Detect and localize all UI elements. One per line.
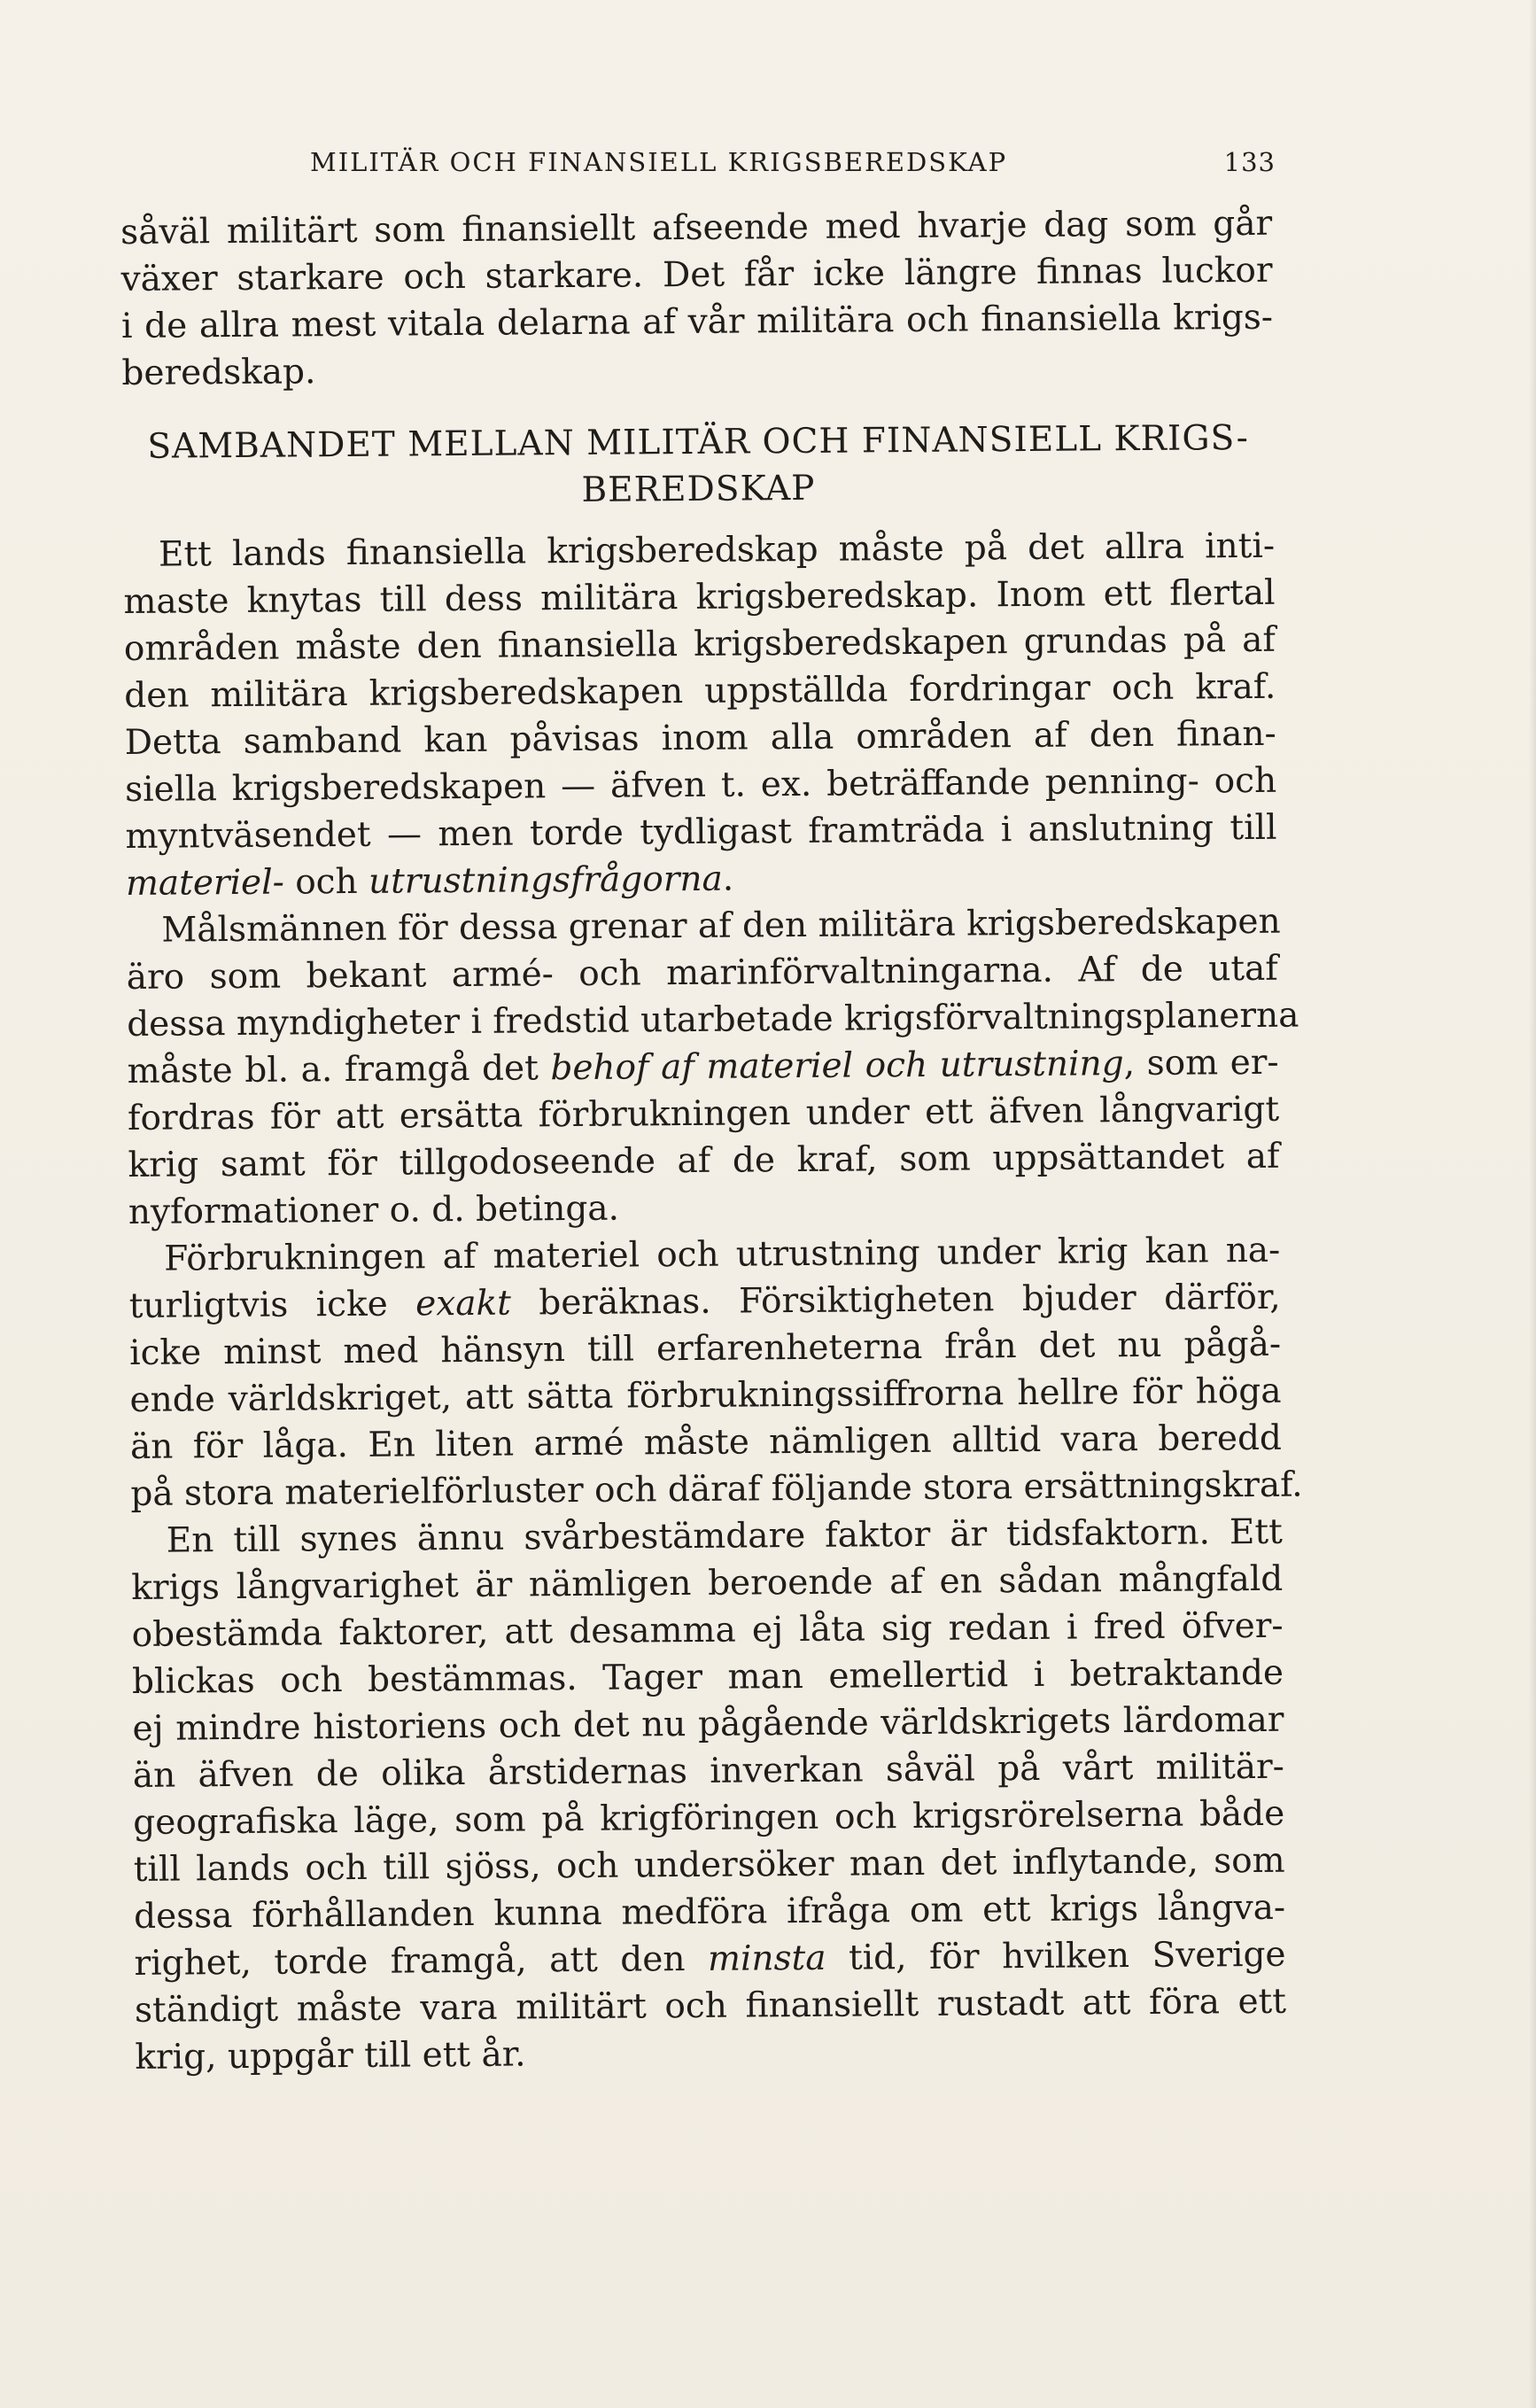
text-line: områden måste den finansiella krigsberedskapen grundas på af: [123, 619, 1276, 669]
page-edge-shadow: [1529, 0, 1536, 2408]
text-line: på stora materielförluster och däraf följande stora ersättningskraf.: [130, 1464, 1303, 1514]
text-line: ende världskriget, att sätta förbrukningssiffrorna hellre för höga: [129, 1371, 1282, 1420]
heading-line: SAMBANDET MELLAN MILITÄR OCH FINANSIELL KRIGS-: [147, 418, 1250, 467]
text-line: ej mindre historiens och det nu pågående världskrigets lärdomar: [132, 1699, 1284, 1749]
page-header: [310, 147, 1276, 188]
text-fragment: tid, för hvilken Sverige: [826, 1934, 1286, 1978]
paragraph-4: [131, 1509, 1287, 2081]
text-line: krig, uppgår till ett år.: [135, 2034, 526, 2078]
italic-term: minsta: [707, 1938, 826, 1979]
text-fragment: turligtvis icke: [128, 1284, 416, 1326]
heading-line: BEREDSKAP: [581, 468, 816, 510]
text-fragment: beräknas. Försiktigheten bjuder därför,: [510, 1277, 1281, 1324]
text-line: växer starkare och starkare. Det får icke längre finnas luckor: [120, 250, 1273, 299]
section-heading: [122, 415, 1275, 517]
text-line: dessa förhållanden kunna medföra ifråga om ett krigs långva-: [133, 1887, 1286, 1937]
text-line: krigs långvarighet är nämligen beroende af en sådan mångfald: [131, 1558, 1284, 1608]
paragraph-1: [123, 523, 1277, 907]
page-content: [120, 200, 1303, 2081]
text-line: krig samt för tillgodoseende af de kraf, som uppsättandet af: [128, 1136, 1280, 1185]
text-fragment: måste bl. a. framgå det: [127, 1048, 551, 1091]
paragraph-3: [128, 1227, 1303, 1518]
text-line: icke minst med hänsyn till erfarenheterna från det nu pågå-: [128, 1324, 1282, 1373]
text-line: såväl militärt som finansiellt afseende med hvarje dag som går: [120, 203, 1273, 252]
italic-term: materiel-: [125, 862, 284, 904]
text-line: i de allra mest vitala delarna af vår militära och finansiella krigs-: [120, 297, 1274, 346]
text-fragment: righet, torde framgå, att den: [134, 1938, 709, 1984]
text-fragment: .: [722, 858, 734, 899]
text-line: ständigt måste vara militärt och finansiellt rustadt att föra ett: [134, 1981, 1287, 2031]
text-line: myntväsendet — men torde tydligast framträda i anslutning till: [125, 807, 1277, 857]
text-line: Förbrukningen af materiel och utrustning under krig kan na-: [164, 1230, 1281, 1279]
text-line: den militära krigsberedskapen uppställda fordringar och kraf.: [124, 666, 1276, 716]
text-line: dessa myndigheter i fredstid utarbetade krigsförvaltningsplanerna: [127, 995, 1299, 1045]
page-number: 133: [1223, 147, 1276, 177]
italic-term: exakt: [415, 1283, 511, 1324]
text-line: Detta samband kan påvisas inom alla områden af den finan-: [124, 713, 1276, 763]
text-line: äro som bekant armé- och marinförvaltningarna. Af de utaf: [126, 948, 1278, 998]
text-line: siella krigsberedskapen — äfven t. ex. beträffande penning- och: [124, 760, 1277, 810]
text-line: fordras för att ersätta förbrukningen under ett äfven långvarigt: [127, 1089, 1280, 1138]
text-line: Målsmännen för dessa grenar af den militära krigsberedskapen: [161, 901, 1281, 951]
text-line: till lands och till sjöss, och undersöker man det inflytande, som: [133, 1840, 1285, 1890]
italic-phrase: behof af materiel och utrustning: [550, 1044, 1124, 1089]
text-line: Ett lands finansiella krigsberedskap måste på det allra inti-: [158, 525, 1276, 575]
text-line: än äfven de olika årstidernas inverkan såväl på vårt militär-: [132, 1746, 1285, 1796]
opening-paragraph: [120, 200, 1274, 397]
text-line: obestämda faktorer, att desamma ej låta sig redan i fred öfver-: [131, 1605, 1284, 1655]
text-line: blickas och bestämmas. Tager man emellertid i betraktande: [131, 1652, 1284, 1702]
text-fragment: och: [283, 861, 369, 903]
text-line: maste knytas till dess militära krigsberedskap. Inom ett flertal: [123, 572, 1276, 622]
text-line: En till synes ännu svårbestämdare faktor är tidsfaktorn. Ett: [166, 1511, 1283, 1561]
text-fragment: , som er-: [1123, 1042, 1279, 1084]
text-line: än för låga. En liten armé måste nämligen alltid vara beredd: [129, 1418, 1283, 1467]
text-line: beredskap.: [121, 352, 316, 393]
text-line: geografiska läge, som på krigföringen och krigsrörelserna både: [133, 1793, 1285, 1843]
running-title: MILITÄR OCH FINANSIELL KRIGSBEREDSKAP: [310, 147, 1008, 177]
italic-term: utrustningsfrågorna: [368, 858, 723, 902]
text-line: nyformationer o. d. betinga.: [128, 1188, 620, 1232]
paragraph-2: [126, 898, 1299, 1236]
